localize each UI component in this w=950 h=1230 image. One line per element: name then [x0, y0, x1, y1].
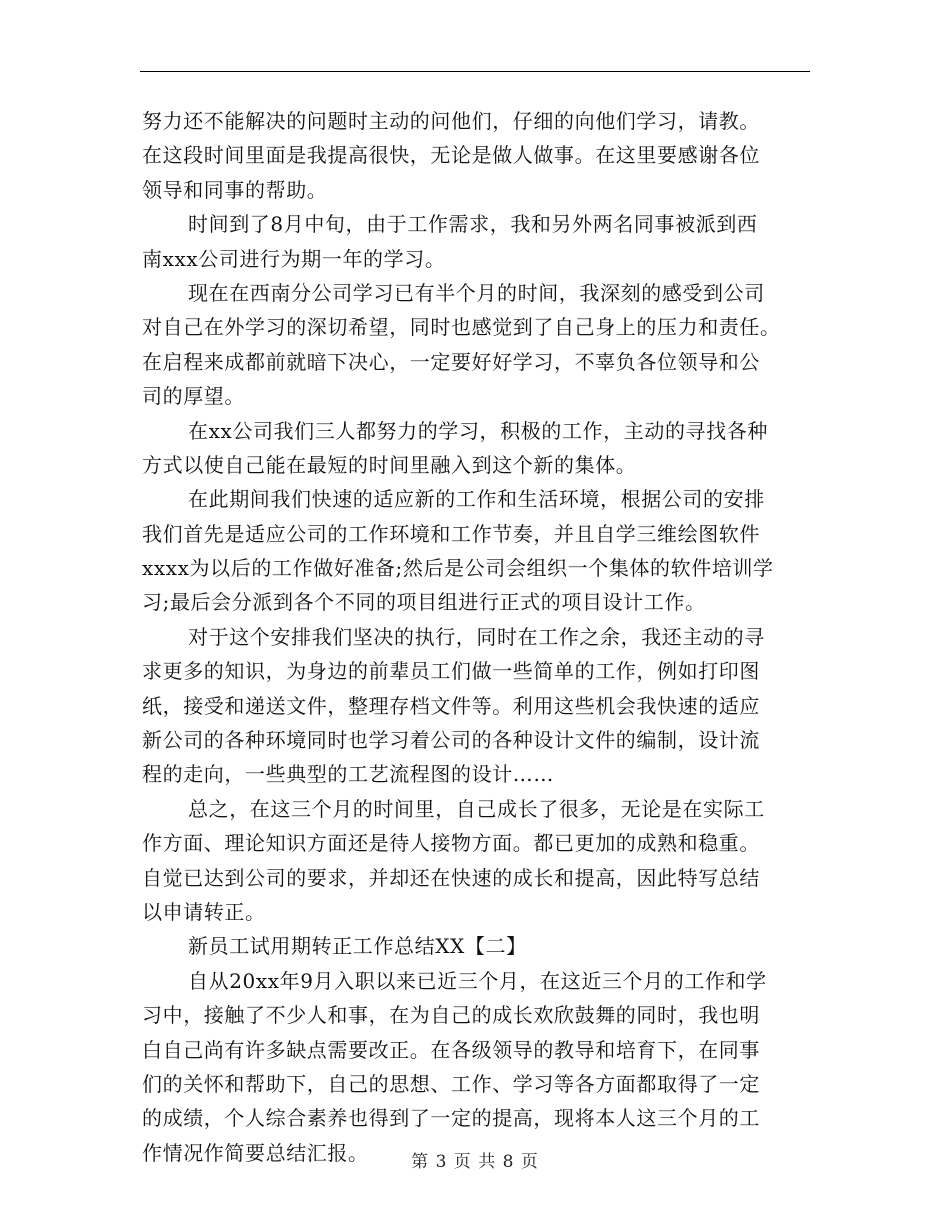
text-line: 在启程来成都前就暗下决心，一定要好好学习，不辜负各位领导和公 [142, 349, 760, 374]
paragraph-start-line: 在xx公司我们三人都努力的学习，积极的工作，主动的寻找各种 [188, 418, 768, 443]
text-line: 新公司的各种环境同时也学习着公司的各种设计文件的编制，设计流 [142, 728, 760, 753]
document-body [142, 104, 812, 1170]
text-line: 领导和同事的帮助。 [142, 177, 328, 202]
text-line: 们的关怀和帮助下，自己的思想、工作、学习等各方面都取得了一定 [142, 1071, 760, 1096]
paragraph-start-line: 在此期间我们快速的适应新的工作和生活环境，根据公司的安排 [188, 487, 765, 512]
text-line: xxxx为以后的工作做好准备;然后是公司会组织一个集体的软件培训学 [142, 556, 774, 581]
text-line: 我们首先是适应公司的工作环境和工作节奏，并且自学三维绘图软件 [142, 521, 760, 546]
text-line: 习中，接触了不少人和事，在为自己的成长欢欣鼓舞的同时，我也明 [142, 1003, 760, 1028]
text-line: 以申请转正。 [142, 899, 266, 924]
paragraph-start-line: 总之，在这三个月的时间里，自己成长了很多，无论是在实际工 [188, 796, 765, 821]
paragraph-start-line: 时间到了8月中旬，由于工作需求，我和另外两名同事被派到西 [188, 212, 758, 237]
text-line: 求更多的知识，为身边的前辈员工们做一些简单的工作，例如打印图 [142, 659, 760, 684]
header-rule [140, 71, 810, 72]
text-line: 南xxx公司进行为期一年的学习。 [142, 246, 446, 271]
text-line: 的成绩，个人综合素养也得到了一定的提高，现将本人这三个月的工 [142, 1106, 760, 1131]
text-line: 努力还不能解决的问题时主动的问他们，仔细的向他们学习，请教。 [142, 109, 760, 133]
text-line: 对自己在外学习的深切希望，同时也感觉到了自己身上的压力和责任。 [142, 315, 781, 340]
text-line: 在这段时间里面是我提高很快，无论是做人做事。在这里要感谢各位 [142, 143, 760, 168]
text-line: 方式以使自己能在最短的时间里融入到这个新的集体。 [142, 452, 637, 477]
text-line: 自觉已达到公司的要求，并却还在快速的成长和提高，因此特写总结 [142, 865, 760, 890]
paragraph-start-line: 现在在西南分公司学习已有半个月的时间，我深刻的感受到公司 [188, 280, 765, 305]
text-line: 程的走向，一些典型的工艺流程图的设计…… [142, 762, 554, 787]
text-line: 纸，接受和递送文件，整理存档文件等。利用这些机会我快速的适应 [142, 693, 760, 718]
text-line: 习;最后会分派到各个不同的项目组进行正式的项目设计工作。 [142, 590, 706, 615]
text-line: 白自己尚有许多缺点需要改正。在各级领导的教导和培育下，在同事 [142, 1037, 760, 1062]
section-heading: 新员工试用期转正工作总结XX【二】 [188, 934, 527, 959]
paragraph-start-line: 对于这个安排我们坚决的执行，同时在工作之余，我还主动的寻 [188, 624, 765, 649]
paragraph-start-line: 自从20xx年9月入职以来已近三个月，在这近三个月的工作和学 [188, 968, 767, 993]
page-number-footer: 第 3 页 共 8 页 [411, 1152, 539, 1172]
text-line: 司的厚望。 [142, 384, 245, 409]
text-line: 作方面、理论知识方面还是待人接物方面。都已更加的成熟和稳重。 [142, 831, 760, 856]
text-line: 作情况作简要总结汇报。 [142, 1140, 369, 1165]
